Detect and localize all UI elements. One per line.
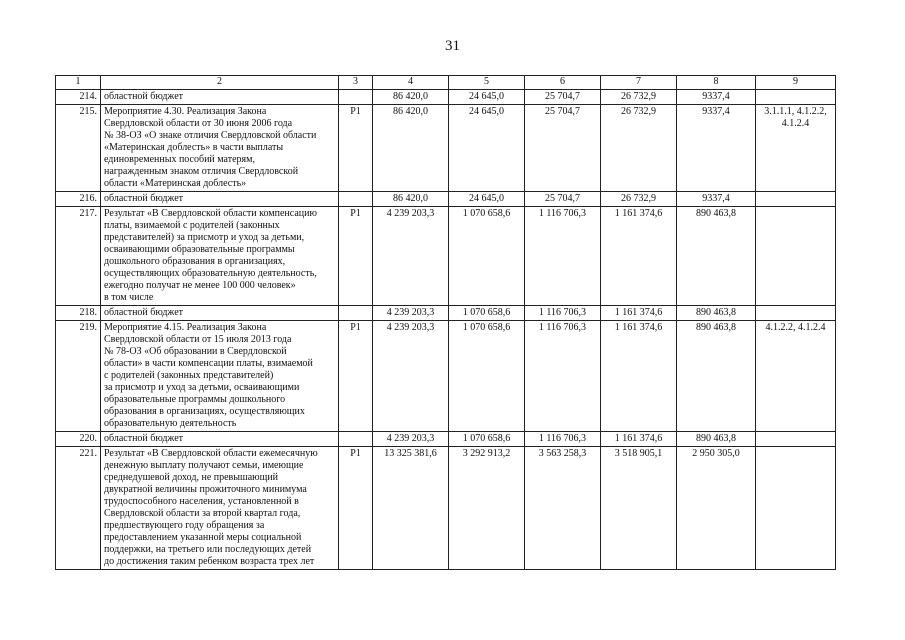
table-row — [56, 90, 836, 105]
row-indicators — [756, 90, 836, 105]
row-value-col6: 1 116 706,3 — [525, 321, 601, 432]
row-indicators — [756, 306, 836, 321]
table-row — [56, 207, 836, 306]
row-value-col8: 9337,4 — [677, 105, 756, 192]
row-indicators — [756, 207, 836, 306]
row-value-col5: 24 645,0 — [449, 192, 525, 207]
row-number: 217. — [56, 207, 101, 306]
row-value-col7: 1 161 374,6 — [601, 306, 677, 321]
page-number: 31 — [445, 38, 460, 54]
row-value-col8: 890 463,8 — [677, 306, 756, 321]
row-value-col7: 1 161 374,6 — [601, 432, 677, 447]
row-number: 215. — [56, 105, 101, 192]
row-code — [339, 432, 373, 447]
row-number: 218. — [56, 306, 101, 321]
row-value-col6: 25 704,7 — [525, 105, 601, 192]
header-col-7: 7 — [601, 76, 677, 90]
row-value-col6: 25 704,7 — [525, 90, 601, 105]
row-value-col5: 1 070 658,6 — [449, 306, 525, 321]
row-value-col6: 3 563 258,3 — [525, 447, 601, 570]
table-row — [56, 321, 836, 432]
row-value-col7: 3 518 905,1 — [601, 447, 677, 570]
header-col-9: 9 — [756, 76, 836, 90]
row-value-col4: 86 420,0 — [373, 105, 449, 192]
table-row — [56, 105, 836, 192]
table-row — [56, 192, 836, 207]
row-number: 221. — [56, 447, 101, 570]
row-description: областной бюджет — [101, 306, 339, 321]
row-code — [339, 306, 373, 321]
header-col-4: 4 — [373, 76, 449, 90]
row-value-col4: 4 239 203,3 — [373, 306, 449, 321]
row-value-col7: 26 732,9 — [601, 105, 677, 192]
row-indicators — [756, 447, 836, 570]
row-value-col4: 86 420,0 — [373, 90, 449, 105]
row-value-col4: 4 239 203,3 — [373, 432, 449, 447]
row-value-col8: 2 950 305,0 — [677, 447, 756, 570]
row-number: 220. — [56, 432, 101, 447]
row-number: 214. — [56, 90, 101, 105]
row-value-col5: 24 645,0 — [449, 90, 525, 105]
header-col-2: 2 — [101, 76, 339, 90]
row-value-col7: 26 732,9 — [601, 192, 677, 207]
row-number: 219. — [56, 321, 101, 432]
row-code — [339, 90, 373, 105]
row-indicators: 3.1.1.1, 4.1.2.2, 4.1.2.4 — [756, 105, 836, 192]
row-value-col5: 1 070 658,6 — [449, 432, 525, 447]
table-row — [56, 447, 836, 570]
row-description: областной бюджет — [101, 192, 339, 207]
header-col-6: 6 — [525, 76, 601, 90]
row-value-col8: 9337,4 — [677, 90, 756, 105]
header-col-3: 3 — [339, 76, 373, 90]
row-value-col5: 24 645,0 — [449, 105, 525, 192]
row-indicators — [756, 192, 836, 207]
row-description: Мероприятие 4.15. Реализация Закона Свердловской области от 15 июля 2013 года № 78-ОЗ «Об образовании в Свердловской области» в части компенсации платы, взимаемой с родителей (законных представителей) за присмотр и уход за детьми, осваивающими образовательные программы дошкольного образования в организациях, осуществляющих образовательную деятельность — [101, 321, 339, 432]
row-value-col4: 13 325 381,6 — [373, 447, 449, 570]
row-description: областной бюджет — [101, 432, 339, 447]
row-code — [339, 192, 373, 207]
row-description: областной бюджет — [101, 90, 339, 105]
row-value-col8: 890 463,8 — [677, 207, 756, 306]
row-description: Результат «В Свердловской области компенсацию платы, взимаемой с родителей (законных представителей) за присмотр и уход за детьми, осваивающими образовательные программы дошкольного образования в организациях, осуществляющих образовательную деятельность, ежегодно получат не менее 100 000 человек» в том числе — [101, 207, 339, 306]
row-value-col8: 890 463,8 — [677, 321, 756, 432]
row-value-col8: 890 463,8 — [677, 432, 756, 447]
row-value-col7: 26 732,9 — [601, 90, 677, 105]
row-value-col6: 1 116 706,3 — [525, 432, 601, 447]
row-code: Р1 — [339, 105, 373, 192]
row-value-col4: 4 239 203,3 — [373, 207, 449, 306]
row-value-col7: 1 161 374,6 — [601, 321, 677, 432]
row-value-col5: 3 292 913,2 — [449, 447, 525, 570]
row-indicators — [756, 432, 836, 447]
row-value-col4: 4 239 203,3 — [373, 321, 449, 432]
row-description: Результат «В Свердловской области ежемесячную денежную выплату получают семьи, имеющие среднедушевой доход, не превышающий двукратной величины прожиточного минимума трудоспособного населения, установленной в Свердловской области за второй квартал года, предшествующего году обращения за предоставлением указанной меры социальной поддержки, на третьего или последующих детей до достижения таким ребенком возраста трех лет — [101, 447, 339, 570]
row-value-col6: 1 116 706,3 — [525, 306, 601, 321]
header-row — [56, 76, 836, 90]
row-value-col5: 1 070 658,6 — [449, 321, 525, 432]
row-value-col6: 1 116 706,3 — [525, 207, 601, 306]
row-value-col5: 1 070 658,6 — [449, 207, 525, 306]
table-row — [56, 306, 836, 321]
row-indicators: 4.1.2.2, 4.1.2.4 — [756, 321, 836, 432]
header-col-1: 1 — [56, 76, 101, 90]
row-description: Мероприятие 4.30. Реализация Закона Свердловской области от 30 июня 2006 года № 38-ОЗ «О знаке отличия Свердловской области «Материнская доблесть» в части выплаты единовременных пособий матерям, награжденным знаком отличия Свердловской области «Материнская доблесть» — [101, 105, 339, 192]
table-row — [56, 432, 836, 447]
row-number: 216. — [56, 192, 101, 207]
row-value-col6: 25 704,7 — [525, 192, 601, 207]
budget-table — [55, 75, 836, 570]
row-code: Р1 — [339, 321, 373, 432]
row-code: Р1 — [339, 207, 373, 306]
row-value-col7: 1 161 374,6 — [601, 207, 677, 306]
header-col-5: 5 — [449, 76, 525, 90]
row-value-col4: 86 420,0 — [373, 192, 449, 207]
row-code: Р1 — [339, 447, 373, 570]
header-col-8: 8 — [677, 76, 756, 90]
row-value-col8: 9337,4 — [677, 192, 756, 207]
